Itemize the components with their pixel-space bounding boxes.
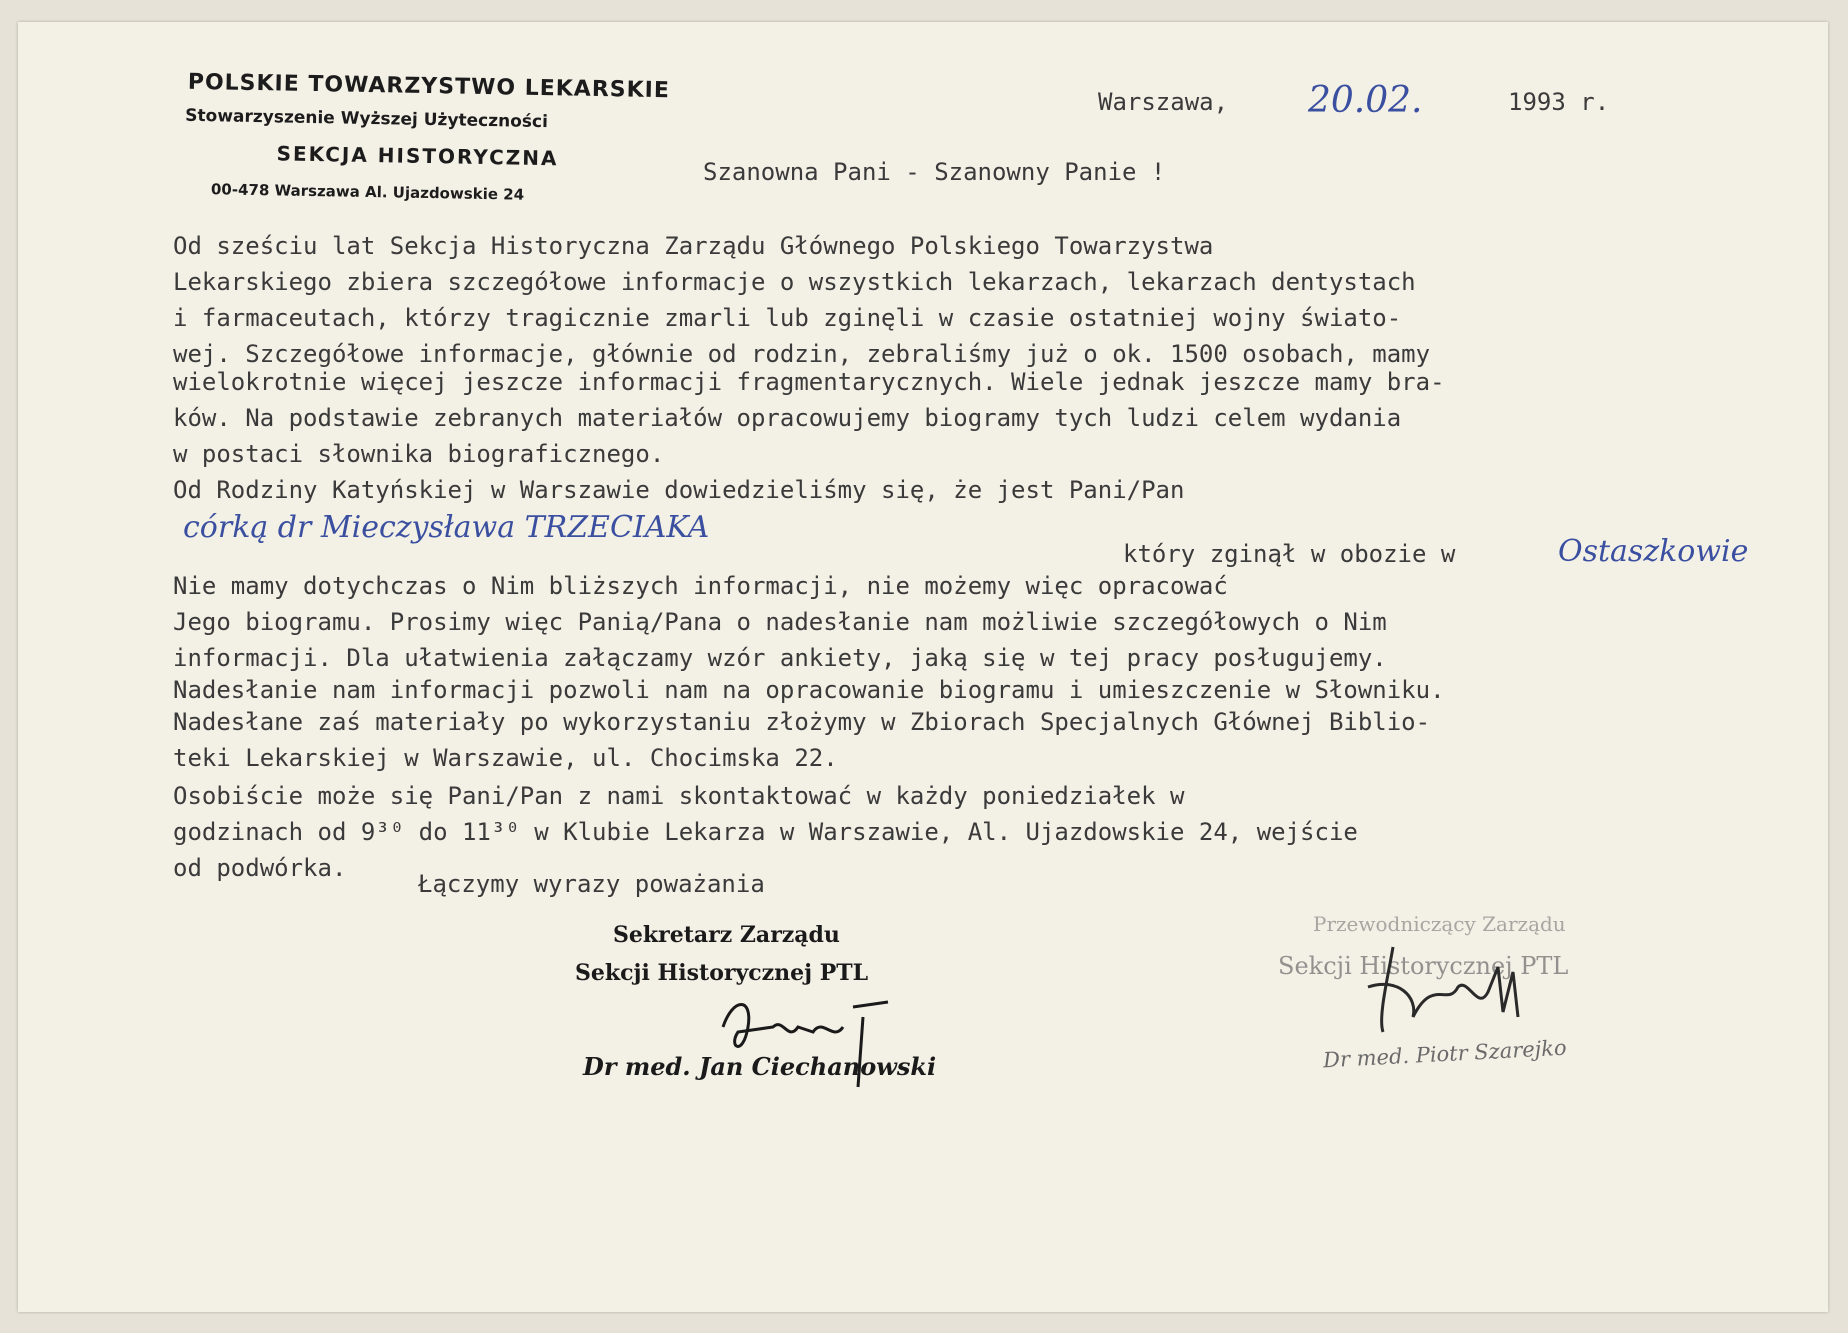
chairman-signature-scribble xyxy=(1338,937,1558,1047)
body-line: wej. Szczegółowe informacje, głównie od rodzin, zebraliśmy już o ok. 1500 osobach, mamy xyxy=(173,340,1431,368)
body-line: Nadesłane zaś materiały po wykorzystaniu złożymy w Zbiorach Specjalnych Głównej Biblio- xyxy=(173,708,1431,736)
body-line: i farmaceutach, którzy tragicznie zmarli lub zginęli w czasie ostatniej wojny świato- xyxy=(173,304,1402,332)
letter-place: Warszawa, xyxy=(1098,88,1229,116)
secretary-name: Dr med. Jan Ciechanowski xyxy=(583,1052,937,1081)
body-line: informacji. Dla ułatwienia załączamy wzór ankiety, jaką się w tej pracy posługujemy. xyxy=(173,644,1387,672)
body-line: Lekarskiego zbiera szczegółowe informacje o wszystkich lekarzach, lekarzach dentystach xyxy=(173,268,1416,296)
handwritten-camp: Ostaszkowie xyxy=(1558,534,1749,569)
stamp-line-4: 00-478 Warszawa Al. Ujazdowskie 24 xyxy=(210,180,525,204)
body-line: Osobiście może się Pani/Pan z nami skontaktować w każdy poniedziałek w xyxy=(173,782,1185,810)
closing-phrase: Łączymy wyrazy poważania xyxy=(418,870,765,898)
stamp-line-3: SEKCJA HISTORYCZNA xyxy=(276,141,559,171)
body-line: Jego biogramu. Prosimy więc Panią/Pana o nadesłanie nam możliwie szczegółowych o Nim xyxy=(173,608,1387,636)
body-line: od podwórka. xyxy=(173,854,347,882)
letter-date-handwritten: 20.02. xyxy=(1308,80,1423,121)
body-line: godzinach od 9³⁰ do 11³⁰ w Klubie Lekarza w Warszawie, Al. Ujazdowskie 24, wejście xyxy=(173,818,1358,846)
body-line: w postaci słownika biograficznego. xyxy=(173,440,665,468)
chairman-name: Dr med. Piotr Szarejko xyxy=(1322,1035,1568,1073)
chairman-title-2: Sekcji Historycznej PTL xyxy=(1278,952,1569,980)
letter-sheet xyxy=(18,22,1828,1312)
body-line: Nie mamy dotychczas o Nim bliższych informacji, nie możemy więc opracować xyxy=(173,572,1228,600)
secretary-title-1: Sekretarz Zarządu xyxy=(613,922,840,948)
stamp-line-1: POLSKIE TOWARZYSTWO LEKARSKIE xyxy=(187,69,671,104)
chairman-title-1: Przewodniczący Zarządu xyxy=(1313,912,1566,936)
body-line: Od Rodziny Katyńskiej w Warszawie dowiedzieliśmy się, że jest Pani/Pan xyxy=(173,476,1185,504)
body-line: teki Lekarskiej w Warszawie, ul. Chocimska 22. xyxy=(173,744,838,772)
letter-year: 1993 r. xyxy=(1508,88,1610,116)
handwritten-relation: córką dr Mieczysława TRZECIAKA xyxy=(183,510,710,545)
salutation: Szanowna Pani - Szanowny Panie ! xyxy=(703,158,1166,186)
camp-line: który zginął w obozie w xyxy=(1123,540,1456,568)
body-line: ków. Na podstawie zebranych materiałów opracowujemy biogramy tych ludzi celem wydania xyxy=(173,404,1402,432)
institution-stamp xyxy=(168,69,688,204)
body-line: Nadesłanie nam informacji pozwoli nam na opracowanie biogramu i umieszczenie w Słowniku. xyxy=(173,676,1445,704)
body-line: Od sześciu lat Sekcja Historyczna Zarządu Głównego Polskiego Towarzystwa xyxy=(173,232,1214,260)
body-line: wielokrotnie więcej jeszcze informacji fragmentarycznych. Wiele jednak jeszcze mamy bra- xyxy=(173,368,1445,396)
stamp-line-2: Stowarzyszenie Wyższej Użyteczności xyxy=(185,105,549,133)
secretary-title-2: Sekcji Historycznej PTL xyxy=(575,960,869,986)
